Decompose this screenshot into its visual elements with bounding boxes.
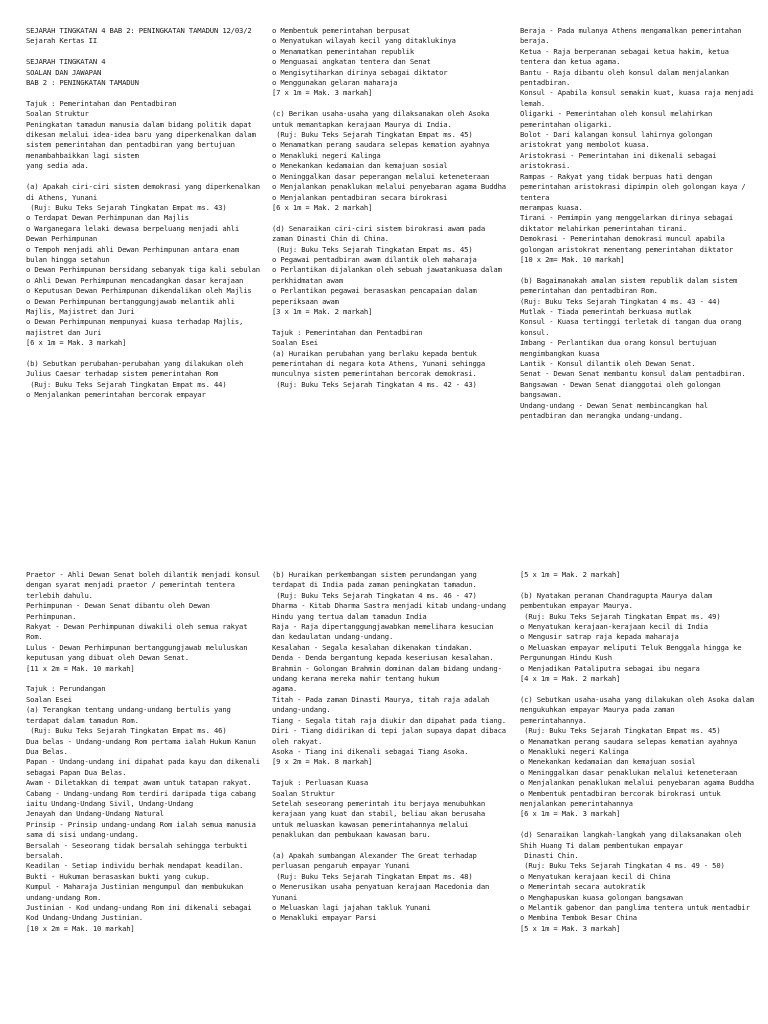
text-line: Dinasti Chin. bbox=[520, 850, 579, 860]
text-line: o Meluaskan lagi jajahan takluk Yunani bbox=[272, 903, 431, 912]
text-line: (d) Senaraikan langkah-langkah yang dilaksanakan oleh Shih Huang Ti dalam pembentukan empayar bbox=[520, 830, 746, 850]
text-column-top-left bbox=[26, 26, 265, 401]
text-line: o Menakluki negeri Kalinga bbox=[520, 746, 629, 756]
text-line: Konsul - Apabila konsul semakin kuat, kuasa raja menjadi lemah. bbox=[520, 88, 759, 108]
text-line: [4 x 1m = Mak. 2 markah] bbox=[520, 674, 621, 684]
text-line: o Meninggalkan dasar peperangan melalui keteneteraan bbox=[272, 171, 490, 181]
text-line: Lulus - Dewan Perhimpunan bertanggungjawab meluluskan keputusan yang dibuat oleh Dewan Senat. bbox=[26, 642, 252, 663]
text-line: Ketua - Raja berperanan sebagai ketua hakim, ketua tentera dan ketua agama. bbox=[520, 46, 734, 67]
text-line: [3 x 1m = Mak. 2 markah] bbox=[272, 306, 373, 316]
text-line: o Dewan Perhimpunan bersidang sebanyak tiga kali sebulan bbox=[26, 265, 260, 275]
text-line: o Keputusan Dewan Perhimpunan dikendalikan oleh Majlis bbox=[26, 286, 252, 296]
blank-line bbox=[520, 265, 756, 275]
text-line: o Menamatkan perang saudara selepas kemation ayahnya bbox=[272, 140, 490, 150]
text-line: o Memerintah secara autokratik bbox=[520, 882, 646, 892]
text-line: Raja - Raja dipertanggungjawabkan memelihara kesucian dan kedaulatan undang-undang. bbox=[272, 622, 498, 642]
text-line: o Perlantikan dijalankan oleh sebuah jawatankuasa dalam perkhidmatan awam bbox=[272, 265, 506, 285]
text-line: Oligarki - Pemerintahan oleh konsul melahirkan pemerintahan oligarki. bbox=[520, 109, 717, 129]
text-line: o Menjadikan Pataliputra sebagai ibu negara bbox=[520, 663, 700, 673]
blank-line bbox=[272, 99, 508, 109]
text-line: o Ahli Dewan Perhimpunan mencadangkan dasar kerajaan bbox=[26, 275, 244, 285]
text-line: (Ruj: Buku Teks Sejarah Tingkatan 4 ms. 43 - 44) bbox=[520, 296, 721, 306]
text-line: SEJARAH TINGKATAN 4 BAB 2: PENINGKATAN TAMADUN 12/03/2 bbox=[26, 26, 252, 35]
text-line: Tajuk : Perundangan bbox=[26, 684, 106, 694]
text-line: (Ruj: Buku Teks Sejarah Tingkatan Empat ms. 45) bbox=[272, 244, 473, 254]
text-line: Kumpul - Maharaja Justinian mengumpul dan membukukan undang-undang Rom. bbox=[26, 882, 248, 902]
text-column-bottom-right bbox=[520, 570, 759, 934]
text-line: Sejarah Kertas II bbox=[26, 36, 98, 46]
text-line: (Ruj: Buku Teks Sejarah Tingkatan Empat ms. 46) bbox=[26, 726, 227, 736]
text-line: (a) Terangkan tentang undang-undang bertulis yang terdapat dalam tamadun Rom. bbox=[26, 705, 235, 725]
text-line: Soalan Struktur bbox=[26, 109, 89, 119]
text-line: Bangsawan - Dewan Senat dianggotai oleh golongan bangsawan. bbox=[520, 379, 725, 400]
text-line: Peningkatan tamadun manusia dalam bidang politik dapat dikesan melalui idea-idea baru yang diperkenalkan dalam sistem pemerintahan dan pentadbiran yang bertujuan menambahbaikkan lagi sistem bbox=[26, 119, 260, 160]
text-line: o Warganegara lelaki dewasa berpeluang menjadi ahli Dewan Perhimpunan bbox=[26, 223, 244, 244]
text-line: [6 x 1m = Mak. 3 markah] bbox=[26, 338, 127, 348]
text-line: o Mengisytiharkan dirinya sebagai diktator bbox=[272, 67, 448, 77]
text-line: Bukti - Hukuman berasaskan bukti yang cukup. bbox=[26, 871, 210, 881]
text-column-top-right bbox=[520, 26, 759, 421]
text-line: Dharma - Kitab Dharma Sastra menjadi kitab undang-undang Hindu yang tertua dalam tamadun India bbox=[272, 601, 511, 621]
text-line: (Ruj: Buku Teks Sejarah Tingkatan Empat ms. 48) bbox=[272, 871, 473, 881]
text-line: yang sedia ada. bbox=[26, 161, 89, 171]
text-line: Rakyat - Dewan Perhimpunan diwakili oleh semua rakyat Rom. bbox=[26, 622, 252, 642]
text-line: o Menjalankan pentadbiran secara birokrasi bbox=[272, 192, 448, 202]
text-line: Bolot - Dari kalangan konsul lahirnya golongan aristokrat yang membolot kuasa. bbox=[520, 130, 717, 150]
text-line: Mutlak - Tiada pemerintah berkuasa mutlak bbox=[520, 306, 692, 316]
text-line: (b) Sebutkan perubahan-perubahan yang dilakukan oleh Julius Caesar terhadap sistem pemerintahan Rom bbox=[26, 359, 248, 379]
blank-line bbox=[26, 47, 262, 57]
text-line: untuk meluaskan kawasan pemerintahannya melalui penaklukan dan pembukaan kawasan baru. bbox=[272, 819, 473, 840]
text-line: Papan - Undang-undang ini dipahat pada kayu dan dikenali sebagai Papan Dua Belas. bbox=[26, 757, 265, 777]
text-line: o Membina Tembok Besar China bbox=[520, 913, 637, 923]
text-line: Awam - Diletakkan di tempat awam untuk tatapan rakyat. bbox=[26, 778, 252, 788]
text-line: [5 x 1m = Mak. 2 markah] bbox=[520, 570, 621, 579]
text-line: SEJARAH TINGKATAN 4 bbox=[26, 57, 106, 67]
blank-line bbox=[520, 684, 756, 694]
text-line: Aristokrasi - Pemerintahan ini dikenali sebagai aristokrasi. bbox=[520, 150, 721, 171]
text-line: [6 x 1m = Mak. 3 markah] bbox=[520, 809, 621, 819]
text-line: Tiang - Segala titah raja diukir dan dipahat pada tiang. bbox=[272, 715, 506, 725]
text-line: Jenayah dan Undang-Undang Natural bbox=[26, 809, 164, 819]
text-line: o Meluaskan empayar meliputi Teluk Benggala hingga ke Pergunungan Hindu Kush bbox=[520, 642, 746, 663]
text-line: Senat - Dewan Senat membantu konsul dalam pentadbiran. bbox=[520, 369, 746, 379]
text-column-bottom-left bbox=[26, 570, 265, 934]
text-line: (Ruj: Buku Teks Sejarah Tingkatan Empat ms. 45) bbox=[520, 726, 721, 736]
text-line: Praetor - Ahli Dewan Senat boleh dilantik menjadi konsul dengan syarat menjadi praetor / pemerintah tentera bbox=[26, 570, 265, 590]
text-line: Soalan Struktur bbox=[272, 788, 335, 798]
text-line: o Perlantikan pegawai berasaskan pencapaian dalam peperiksaan awam bbox=[272, 286, 481, 306]
text-line: Kesalahan - Segala kesalahan dikenakan tindakan. bbox=[272, 642, 473, 652]
text-line: o Menyatukan wilayah kecil yang ditaklukinya bbox=[272, 36, 456, 46]
text-line: (Ruj: Buku Teks Sejarah Tingkatan 4 ms. 46 - 47) bbox=[272, 590, 477, 600]
text-line: Konsul - Kuasa tertinggi terletak di tangan dua orang konsul. bbox=[520, 317, 746, 337]
text-line: (Ruj: Buku Teks Sejarah Tingkatan 4 ms. 49 - 50) bbox=[520, 861, 725, 871]
text-line: Dua belas - Undang-undang Rom pertama ialah Hukum Kanun Dua Belas. bbox=[26, 736, 260, 756]
text-line: o Menyatukan kerajaan kecil di China bbox=[520, 871, 671, 881]
text-line: (b) Bagaimanakah amalan sistem republik dalam sistem pemerintahan dan pentadbiran Rom. bbox=[520, 275, 742, 296]
text-line: Bantu - Raja dibantu oleh konsul dalam menjalankan pentadbiran. bbox=[520, 67, 734, 88]
text-line: o Dewan Perhimpunan mempunyai kuasa terhadap Majlis, majistret dan Juri bbox=[26, 317, 248, 337]
text-line: o Tempoh menjadi ahli Dewan Perhimpunan antara enam bulan hingga setahun bbox=[26, 244, 244, 264]
text-line: o Melantik gabenor dan panglima tentera untuk mentadbir bbox=[520, 903, 750, 912]
text-line: o Membentuk pemerintahan berpusat bbox=[272, 26, 410, 35]
text-line: o Menguasai angkatan tentera dan Senat bbox=[272, 57, 431, 67]
text-line: o Menyatukan kerajaan-kerajaan kecil di India bbox=[520, 622, 708, 632]
text-line: o Mengusir satrap raja kepada maharaja bbox=[520, 632, 679, 642]
text-line: Bersalah - Seseorang tidak bersalah sehingga terbukti bersalah. bbox=[26, 840, 252, 860]
blank-line bbox=[272, 317, 508, 327]
text-line: Denda - Denda bergantung kepada keseriusan kesalahan. bbox=[272, 653, 494, 663]
blank-line bbox=[26, 172, 262, 182]
text-line: (c) Sebutkan usaha-usaha yang dilakukan oleh Asoka dalam mengukuhkan empayar Maurya pada zaman bbox=[520, 694, 759, 715]
text-line: (b) Nyatakan peranan Chandragupta Maurya dalam pembentukan empayar Maurya. bbox=[520, 590, 717, 611]
text-line: Tajuk : Pemerintahan dan Pentadbiran bbox=[26, 98, 177, 108]
text-line: Brahmin - Golongan Brahmin dominan dalam bidang undang-undang kerana mereka mahir tentang hukum bbox=[272, 663, 502, 684]
blank-line bbox=[272, 768, 508, 778]
text-column-top-middle bbox=[272, 26, 508, 390]
text-line: Justinian - Kod undang-undang Rom ini dikenali sebagai Kod Undang-Undang Justinian. bbox=[26, 903, 256, 923]
text-line: terlebih dahulu. bbox=[26, 590, 93, 600]
text-line: (Ruj: Buku Teks Sejarah Tingkatan 4 ms. 42 - 43) bbox=[272, 379, 477, 389]
text-line: Beraja - Pada mulanya Athens mengamalkan pemerintahan beraja. bbox=[520, 26, 746, 46]
text-line: Rampas - Rakyat yang tidak berpuas hati dengan pemerintahan aristokrasi dipimpin oleh golongan kaya / tentera bbox=[520, 171, 750, 202]
text-line: Tajuk : Perluasan Kuasa bbox=[272, 778, 369, 788]
text-line: o Menjalankan penaklukan melalui penyebaran agama Buddha bbox=[520, 778, 754, 788]
text-line: [5 x 1m = Mak. 3 markah] bbox=[520, 923, 621, 933]
text-line: o Menakluki negeri Kalinga bbox=[272, 150, 381, 160]
text-line: Demokrasi - Pemerintahan demokrasi muncul apabila golongan aristokrat menentang pemerintahan diktator bbox=[520, 234, 734, 254]
blank-line bbox=[26, 88, 262, 98]
text-line: pemerintahannya. bbox=[520, 715, 587, 725]
text-line: Soalan Esei bbox=[26, 694, 72, 704]
text-line: o Dewan Perhimpunan bertanggungjawab melantik ahli Majlis, Majistret dan Juri bbox=[26, 296, 240, 316]
text-line: o Pegawai pentadbiran awam dilantik oleh maharaja bbox=[272, 254, 477, 264]
text-line: merampas kuasa. bbox=[520, 202, 583, 212]
text-line: [9 x 2m = Mak. 8 markah] bbox=[272, 757, 373, 767]
blank-line bbox=[26, 349, 262, 359]
blank-line bbox=[272, 841, 508, 851]
text-line: Diri - Tiang didirikan di tepi jalan supaya dapat dibaca oleh rakyat. bbox=[272, 726, 511, 746]
text-line: o Menjalankan pemerintahan bercorak empayar bbox=[26, 390, 206, 400]
text-line: [7 x 1m = Mak. 3 markah] bbox=[272, 88, 373, 98]
text-line: (a) Apakah ciri-ciri sistem demokrasi yang diperkenalkan di Athens, Yunani bbox=[26, 182, 265, 202]
text-line: Asoka - Tiang ini dikenali sebagai Tiang Asoka. bbox=[272, 746, 469, 756]
text-line: o Meninggalkan dasar penaklukan melalui keteneteraan bbox=[520, 767, 738, 777]
text-line: o Menerusikan usaha penyatuan kerajaan Macedonia dan Yunani bbox=[272, 882, 494, 902]
text-line: o Menakluki empayar Parsi bbox=[272, 913, 377, 923]
text-line: (b) Huraikan perkembangan sistem perundangan yang terdapat di India pada zaman peningkatan tamadun. bbox=[272, 570, 481, 590]
blank-line bbox=[520, 580, 756, 590]
text-line: Undang-undang - Dewan Senat membincangkan hal pentadbiran dan merangka undang-undang. bbox=[520, 400, 713, 421]
text-line: Cabang - Undang-undang Rom terdiri daripada tiga cabang iaitu Undang-Undang Sivil, Undang-Undang bbox=[26, 788, 260, 808]
text-line: o Menekankan kedamaian dan kemajuan sosial bbox=[520, 757, 696, 767]
text-line: Imbang - Perlantikan dua orang konsul bertujuan mengimbangkan kuasa bbox=[520, 338, 721, 358]
text-line: (a) Huraikan perubahan yang berlaku kepada bentuk pemerintahan di negara kota Athens, Yunani sehingga munculnya sistem pemerintahan bercorak demokrasi. bbox=[272, 348, 490, 379]
text-line: o Menggunakan gelaran maharaja bbox=[272, 78, 398, 88]
text-line: agama. bbox=[272, 684, 298, 694]
text-line: Keadilan - Setiap individu berhak mendapat keadilan. bbox=[26, 861, 244, 871]
text-line: [10 x 2m= Mak. 10 markah] bbox=[520, 254, 625, 264]
text-line: Perhimpunan - Dewan Senat dibantu oleh Dewan Perhimpunan. bbox=[26, 601, 214, 621]
text-line: o Membentuk pentadbiran bercorak birokrasi untuk menjalankan pemerintahannya bbox=[520, 788, 725, 808]
text-line: (Ruj: Buku Teks Sejarah Tingkatan Empat ms. 44) bbox=[26, 379, 227, 389]
text-line: [6 x 1m = Mak. 2 markah] bbox=[272, 202, 373, 212]
text-line: (Ruj: Buku Teks Sejarah Tingkatan Empat ms. 45) bbox=[272, 130, 473, 140]
text-line: Prinsip - Prinsip undang-undang Rom ialah semua manusia sama di sisi undang-undang. bbox=[26, 819, 260, 840]
text-line: o Menghapuskan kuasa golongan bangsawan bbox=[520, 892, 683, 902]
text-line: Tajuk : Pemerintahan dan Pentadbiran bbox=[272, 327, 423, 337]
blank-line bbox=[520, 820, 756, 830]
text-line: BAB 2 : PENINGKATAN TAMADUN bbox=[26, 78, 139, 88]
text-line: (a) Apakah sumbangan Alexander The Great terhadap perluasan pengaruh empayar Yunani bbox=[272, 850, 481, 871]
text-line: Setelah seseorang pemerintah itu berjaya menubuhkan kerajaan yang kuat dan stabil, beliau akan berusaha bbox=[272, 798, 490, 819]
text-line: Tirani - Pemimpin yang menggelarkan dirinya sebagai diktator melahirkan pemerintahan tirani. bbox=[520, 213, 738, 233]
text-line: [11 x 2m = Mak. 10 markah] bbox=[26, 663, 135, 673]
text-line: (Ruj: Buku Teks Sejarah Tingkatan Empat ms. 43) bbox=[26, 202, 227, 212]
text-line: Lantik - Konsul dilantik oleh Dewan Senat. bbox=[520, 359, 696, 368]
blank-line bbox=[272, 213, 508, 223]
text-line: Titah - Pada zaman Dinasti Maurya, titah raja adalah undang-undang. bbox=[272, 694, 494, 715]
text-line: [10 x 2m = Mak. 10 markah] bbox=[26, 923, 135, 933]
text-line: SOALAN DAN JAWAPAN bbox=[26, 67, 102, 77]
text-line: (c) Berikan usaha-usaha yang dilaksanakan oleh Asoka untuk memantapkan kerajaan Maurya di India. bbox=[272, 109, 494, 129]
blank-line bbox=[26, 674, 262, 684]
text-line: Soalan Esei bbox=[272, 338, 318, 348]
text-line: (Ruj: Buku Teks Sejarah Tingkatan Empat ms. 49) bbox=[520, 611, 721, 621]
text-column-bottom-middle bbox=[272, 570, 511, 924]
text-line: o Terdapat Dewan Perhimpunan dan Majlis bbox=[26, 213, 189, 223]
text-line: o Menjalankan penaklukan melalui penyebaran agama Buddha bbox=[272, 182, 506, 192]
text-line: o Menamatkan pemerintahan republik bbox=[272, 46, 415, 56]
text-line: o Menamatkan perang saudara selepas kematian ayahnya bbox=[520, 736, 738, 746]
text-line: (d) Senaraikan ciri-ciri sistem birokrasi awam pada zaman Dinasti Chin di China. bbox=[272, 223, 490, 244]
text-line: o Menekankan kedamaian dan kemajuan sosial bbox=[272, 161, 448, 171]
